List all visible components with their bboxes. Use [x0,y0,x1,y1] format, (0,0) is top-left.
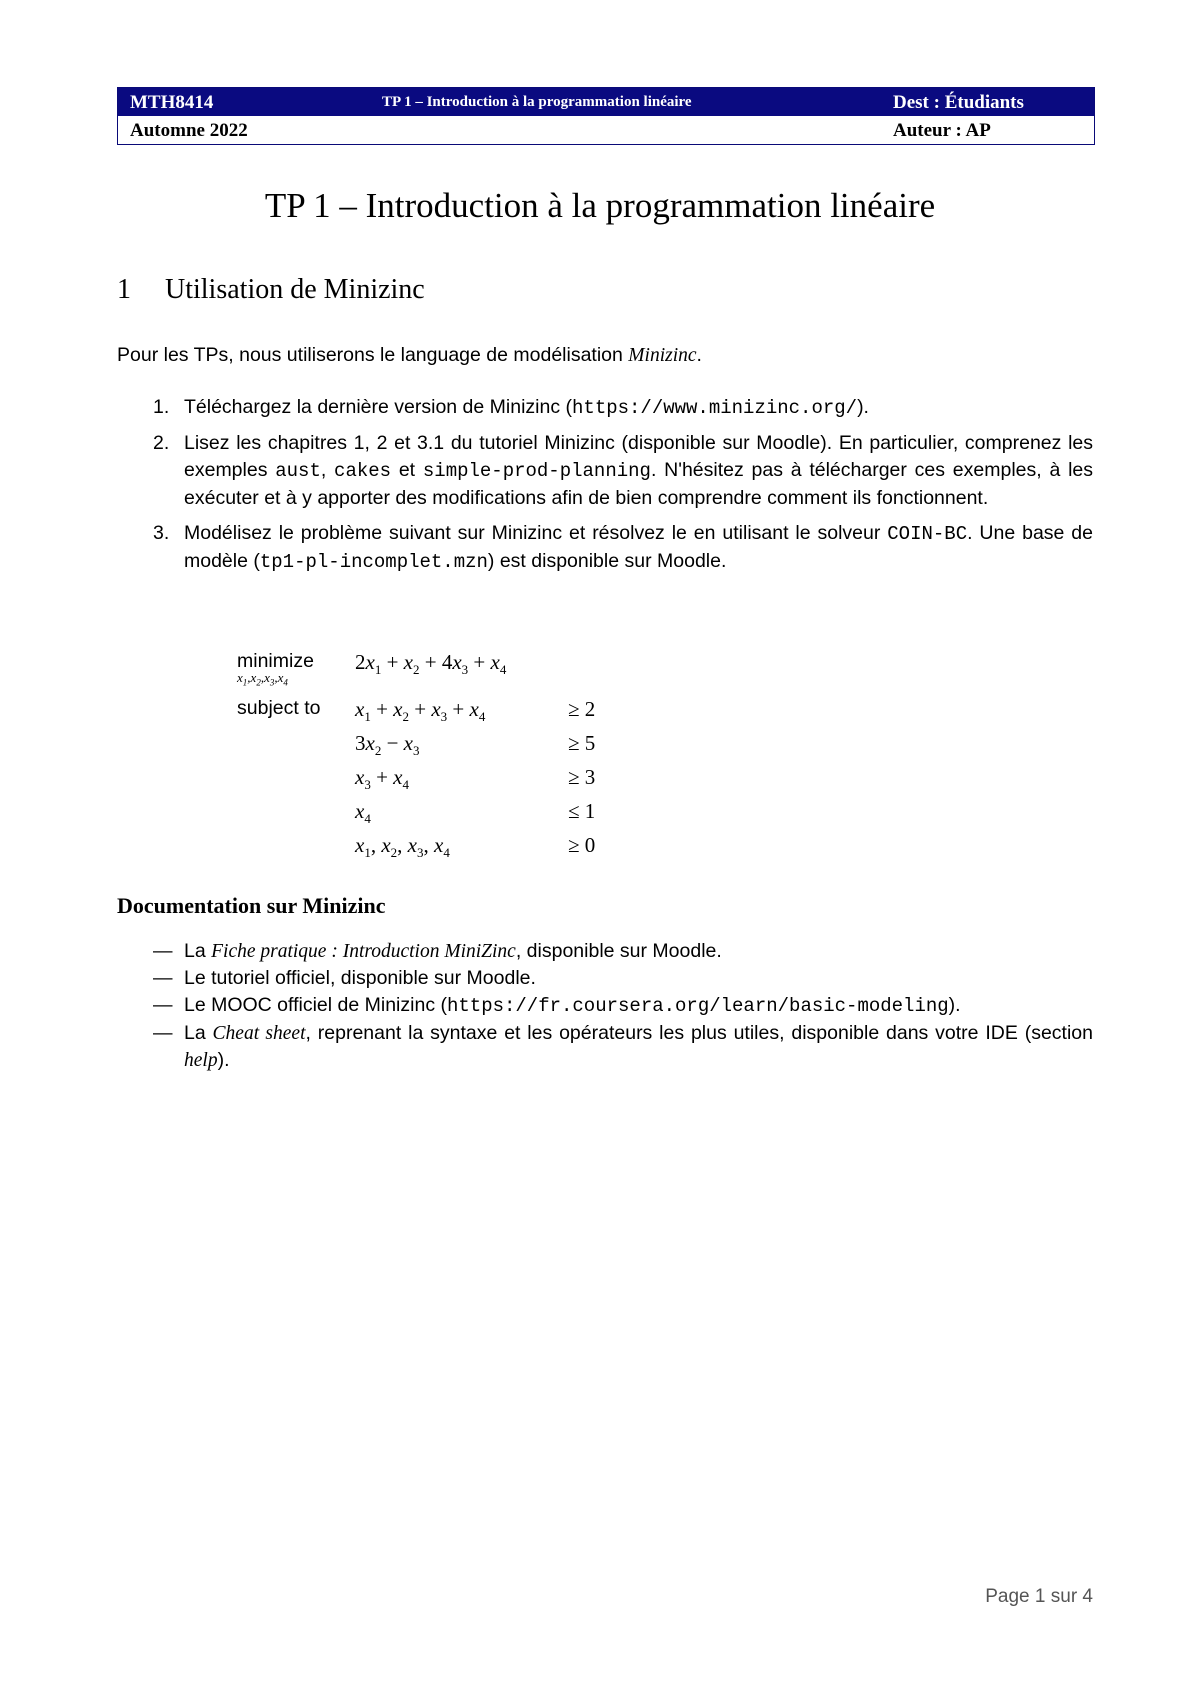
list-item [117,938,1093,965]
item-emphasis: Fiche pratique : Introduction MiniZinc [211,941,516,962]
constraint-2-lhs: $3x_2 - x_3$ [355,731,420,758]
list-item [117,430,1093,512]
page-number: Page 1 sur 4 [985,1586,1093,1607]
constraint-1-rhs: ≥ 2 [568,697,596,721]
header-dest: Dest : Étudiants [893,92,1024,113]
constraint-5-rhs: ≥ 0 [568,833,596,857]
section-title: Utilisation de Minizinc [165,274,425,305]
minimize-label: minimize [237,650,314,672]
item-number: 1. [153,396,170,418]
section-number: 1 [117,274,131,305]
dash-bullet: — [153,940,173,962]
minimize-subscript: $x_1,x_2,x_3,x_4$ [237,670,288,688]
minizinc-url-link[interactable]: https://www.minizinc.org/ [572,397,858,419]
code-solver: COIN-BC [887,523,968,545]
intro-emphasis: Minizinc [628,345,697,366]
item-text: et [391,459,423,481]
item-text: ) est disponible sur Moodle. [487,550,727,572]
list-item [117,965,1093,992]
item-number: 2. [153,432,170,454]
code-simple-prod-planning: simple-prod-planning [422,460,651,482]
steps-list [117,394,1093,584]
item-text: Le MOOC officiel de Minizinc ( [184,994,447,1016]
item-text: ). [217,1049,230,1071]
objective-function: $2x_1 + x_2 + 4x_3 + x_4$ [355,650,507,677]
code-aust: aust [275,460,321,482]
item-text: , reprenant la syntaxe et les opérateurs les plus utiles, disponible dans votre IDE (section [305,1022,1093,1044]
item-text: La [184,1022,213,1044]
header-term: Automne 2022 [130,120,248,141]
intro-text: Pour les TPs, nous utiliserons le language de modélisation [117,344,629,366]
constraint-3-rhs: ≥ 3 [568,765,596,789]
item-text: . Une base de modèle ( [184,522,1094,572]
item-text: . N'hésitez pas à télécharger ces exemples, à les exécuter et à y apporter des modifications afin de bien comprendre comment ils fonctionnent. [184,459,1093,509]
list-item [117,394,1093,422]
section-heading [117,274,425,306]
header-bottom-band [118,116,1094,144]
constraint-4-rhs: ≤ 1 [568,799,596,823]
list-item [117,1020,1093,1074]
dash-bullet: — [153,967,173,989]
document-header [117,87,1095,145]
item-number: 3. [153,522,170,544]
page-title: TP 1 – Introduction à la programmation linéaire [264,186,936,225]
subject-to-label: subject to [237,697,321,719]
course-code: MTH8414 [130,92,214,113]
item-emphasis: Cheat sheet [212,1023,306,1044]
item-text: ). [857,396,869,418]
item-emphasis: help [184,1050,218,1071]
item-text: , [320,459,335,481]
item-text: Lisez les chapitres 1, 2 et 3.1 du tutoriel Minizinc (disponible sur Moodle). En particulier, comprenez les exemples [184,432,1093,481]
intro-end: . [696,344,702,366]
item-text: ). [948,994,961,1016]
intro-paragraph [117,342,702,369]
list-item [117,992,1093,1020]
coursera-url-link[interactable]: https://fr.coursera.org/learn/basic-modeling [446,995,949,1017]
item-text: Modélisez le problème suivant sur Minizinc et résolvez le en utilisant le solveur [184,522,888,544]
documentation-list [117,938,1093,1074]
code-model-file: tp1-pl-incomplet.mzn [259,551,488,573]
dash-bullet: — [153,994,173,1016]
item-text: Téléchargez la dernière version de Minizinc ( [184,396,573,418]
list-item [117,520,1093,576]
item-text: Le tutoriel officiel, disponible sur Moodle. [184,967,536,989]
header-doc-title: TP 1 – Introduction à la programmation linéaire [382,94,692,110]
constraint-1-lhs: $x_1 + x_2 + x_3 + x_4$ [355,697,486,724]
constraint-2-rhs: ≥ 5 [568,731,596,755]
code-cakes: cakes [334,460,392,482]
dash-bullet: — [153,1022,173,1044]
documentation-heading: Documentation sur Minizinc [117,893,386,918]
constraint-5-lhs: $x_1$, $x_2$, $x_3$, $x_4$ [355,833,450,860]
header-top-band [118,88,1094,116]
header-author: Auteur : AP [893,120,991,141]
item-text: , disponible sur Moodle. [515,940,722,962]
constraint-4-lhs: $x_4$ [355,799,371,826]
constraint-3-lhs: $x_3 + x_4$ [355,765,409,792]
item-text: La [184,940,212,962]
